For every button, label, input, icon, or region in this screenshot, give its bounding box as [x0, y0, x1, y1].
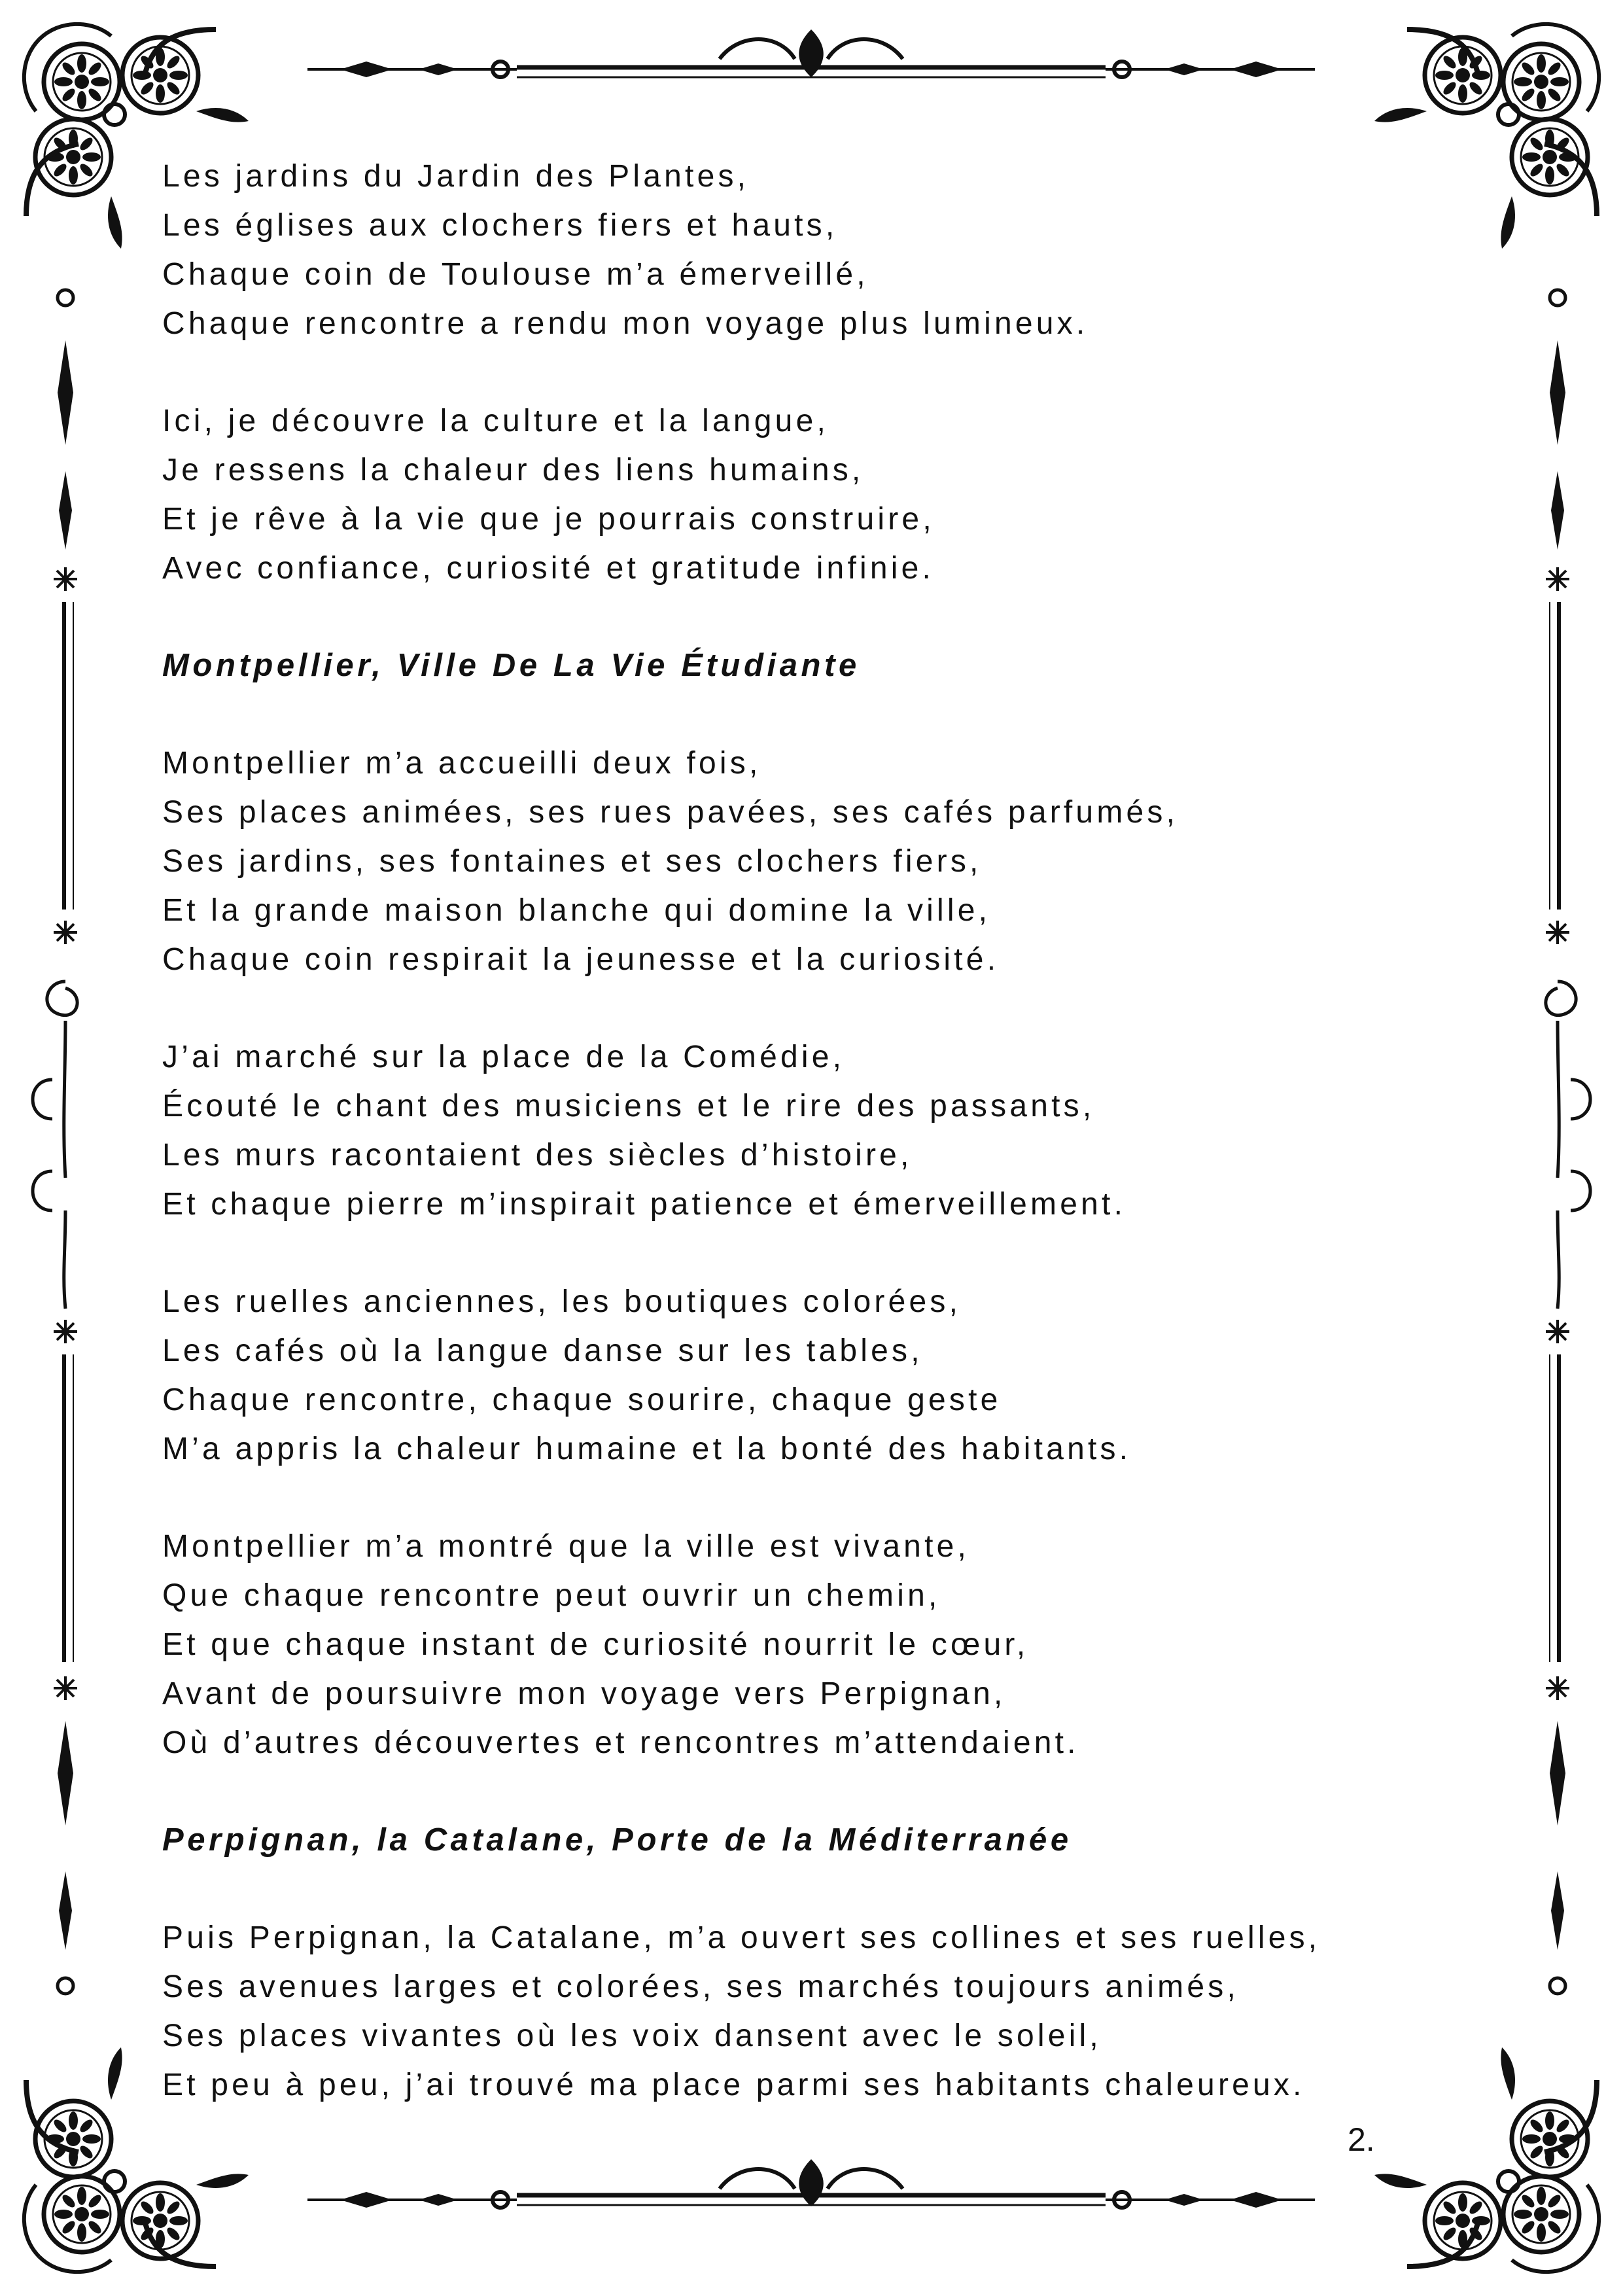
poem-line: Chaque coin de Toulouse m’a émerveillé, — [162, 257, 869, 292]
stanza — [162, 1913, 1471, 2110]
poem-line: Ses places vivantes où les voix dansent avec le soleil, — [162, 2019, 1102, 2053]
page-number: 2. — [1348, 2121, 1375, 2158]
poem-line: Les ruelles anciennes, les boutiques colorées, — [162, 1284, 962, 1319]
stanza — [162, 152, 1471, 348]
poem-line: Et que chaque instant de curiosité nourrit le cœur, — [162, 1627, 1029, 1662]
poem-line: Montpellier m’a montré que la ville est vivante, — [162, 1529, 970, 1564]
poem-line: Ses places animées, ses rues pavées, ses cafés parfumés, — [162, 795, 1179, 830]
stanza — [162, 739, 1471, 984]
poem-line: Les murs racontaient des siècles d’histoire, — [162, 1138, 913, 1173]
poem-line: Ses jardins, ses fontaines et ses clochers fiers, — [162, 844, 982, 879]
section-heading: Perpignan, la Catalane, Porte de la Méditerranée — [162, 1822, 1072, 1858]
poem-line: M’a appris la chaleur humaine et la bonté des habitants. — [162, 1432, 1132, 1466]
section-perpignan — [162, 1816, 1471, 2110]
poem-line: Ses avenues larges et colorées, ses marchés toujours animés, — [162, 1969, 1239, 2004]
stanza — [162, 1522, 1471, 1767]
poem-line: Les cafés où la langue danse sur les tables, — [162, 1333, 923, 1368]
stanza — [162, 1277, 1471, 1474]
poem-line: Que chaque rencontre peut ouvrir un chemin, — [162, 1578, 941, 1613]
poem-line: Chaque rencontre, chaque sourire, chaque geste — [162, 1383, 1002, 1417]
stanza — [162, 1033, 1471, 1229]
section-toulouse — [162, 152, 1471, 593]
poem-body — [162, 152, 1471, 2158]
poem-line: Je ressens la chaleur des liens humains, — [162, 453, 864, 487]
poem-line: Avec confiance, curiosité et gratitude infinie. — [162, 551, 935, 586]
poem-line: Les églises aux clochers fiers et hauts, — [162, 208, 838, 243]
poem-line: Où d’autres découvertes et rencontres m’attendaient. — [162, 1725, 1079, 1760]
poem-line: Écouté le chant des musiciens et le rire des passants, — [162, 1089, 1095, 1123]
section-heading: Montpellier, Ville De La Vie Étudiante — [162, 648, 860, 683]
poem-line: Et la grande maison blanche qui domine la ville, — [162, 893, 991, 928]
poem-line: Puis Perpignan, la Catalane, m’a ouvert ses collines et ses ruelles, — [162, 1920, 1321, 1955]
poem-line: Ici, je découvre la culture et la langue, — [162, 404, 829, 438]
poem-line: Et je rêve à la vie que je pourrais construire, — [162, 502, 935, 537]
stanza — [162, 397, 1471, 593]
poem-line: Et peu à peu, j’ai trouvé ma place parmi ses habitants chaleureux. — [162, 2068, 1305, 2102]
poem-line: Chaque coin respirait la jeunesse et la curiosité. — [162, 942, 1000, 977]
section-montpellier — [162, 641, 1471, 1767]
poem-line: Avant de poursuivre mon voyage vers Perpignan, — [162, 1676, 1006, 1711]
poem-line: Et chaque pierre m’inspirait patience et émerveillement. — [162, 1187, 1126, 1222]
poem-line: Montpellier m’a accueilli deux fois, — [162, 746, 761, 781]
poem-line: Les jardins du Jardin des Plantes, — [162, 159, 750, 194]
poem-line: J’ai marché sur la place de la Comédie, — [162, 1040, 845, 1074]
poem-line: Chaque rencontre a rendu mon voyage plus lumineux. — [162, 306, 1089, 341]
